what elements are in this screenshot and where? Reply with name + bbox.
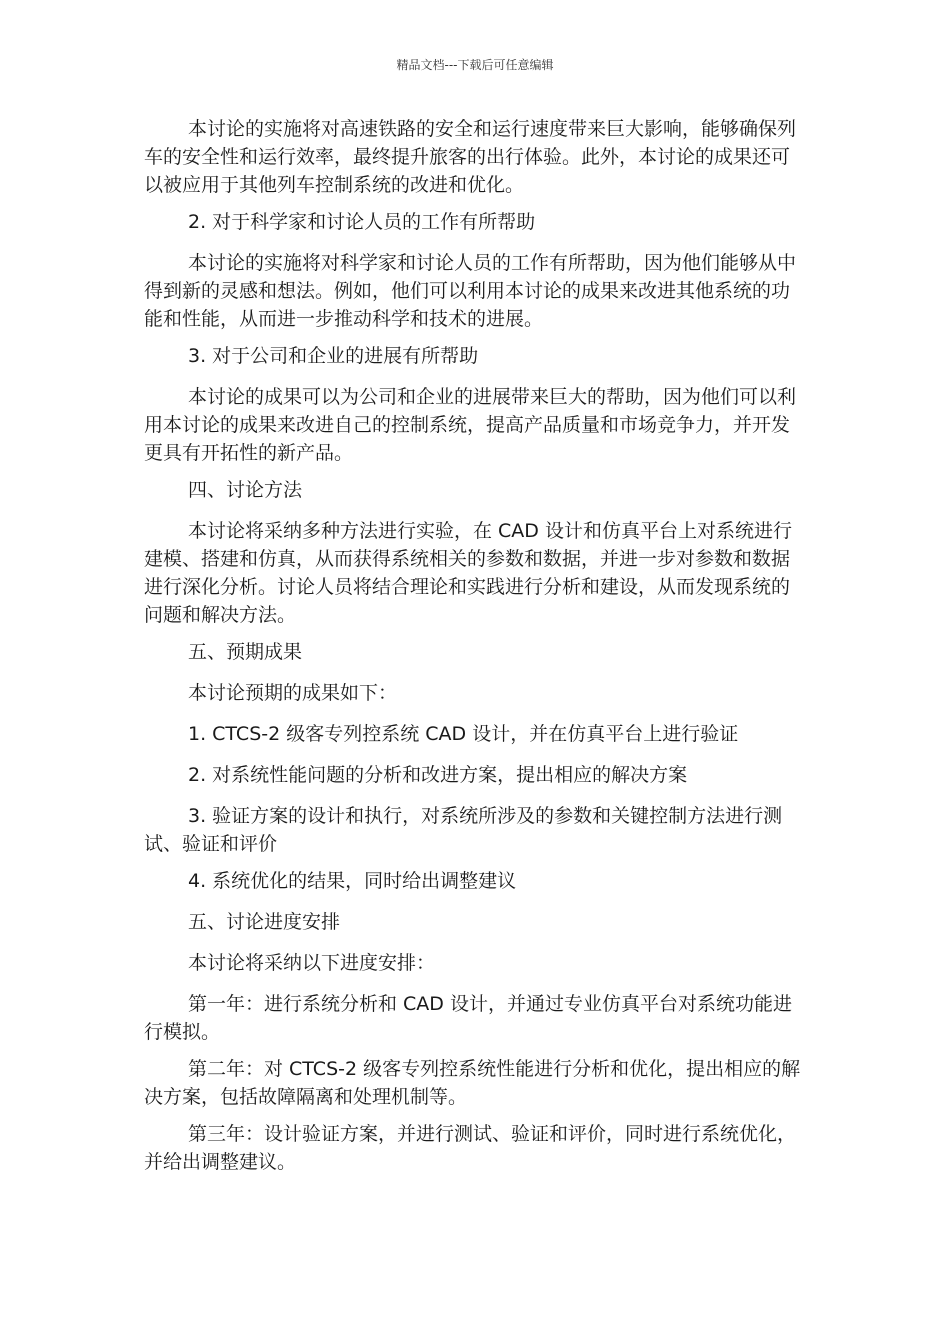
schedule-year-3: 第三年：设计验证方案，并进行测试、验证和评价，同时进行系统优化，并给出调整建议。 [144,1123,797,1173]
schedule-year-1: 第一年：进行系统分析和 CAD 设计，并通过专业仿真平台对系统功能进行模拟。 [144,993,792,1043]
page-header: 精品文档---下载后可任意编辑 [396,58,554,72]
list-item-result-3: 3. 验证方案的设计和执行，对系统所涉及的参数和关键控制方法进行测试、验证和评价 [144,805,783,855]
heading-section-4-methods: 四、讨论方法 [188,479,303,501]
schedule-year-2: 第二年：对 CTCS-2 级客专列控系统性能进行分析和优化，提出相应的解决方案，包括故障隔离和处理机制等。 [144,1058,801,1108]
heading-item-2-scientists: 2. 对于科学家和讨论人员的工作有所帮助 [188,211,536,233]
paragraph-significance-railway: 本讨论的实施将对高速铁路的安全和运行速度带来巨大影响，能够确保列车的安全性和运行效率，最终提升旅客的出行体验。此外，本讨论的成果还可以被应用于其他列车控制系统的改进和优化。 [144,118,797,196]
heading-item-3-companies: 3. 对于公司和企业的进展有所帮助 [188,345,479,367]
heading-section-5-schedule: 五、讨论进度安排 [188,911,341,933]
list-item-result-4: 4. 系统优化的结果，同时给出调整建议 [188,870,517,892]
paragraph-expected-intro: 本讨论预期的成果如下： [188,682,398,704]
paragraph-scientists-benefit: 本讨论的实施将对科学家和讨论人员的工作有所帮助，因为他们能够从中得到新的灵感和想法。例如，他们可以利用本讨论的成果来改进其他系统的功能和性能，从而进一步推动科学和技术的进展。 [144,252,797,330]
paragraph-methods: 本讨论将采纳多种方法进行实验，在 CAD 设计和仿真平台上对系统进行建模、搭建和仿真，从而获得系统相关的参数和数据，并进一步对参数和数据进行深化分析。讨论人员将结合理论和实践进行分析和建设，从而发现系统的问题和解决方法。 [144,520,792,626]
list-item-result-1: 1. CTCS-2 级客专列控系统 CAD 设计，并在仿真平台上进行验证 [188,723,739,745]
document-body [144,115,806,1185]
paragraph-schedule-intro: 本讨论将采纳以下进度安排： [188,952,436,974]
heading-section-5-expected-results: 五、预期成果 [188,641,303,663]
paragraph-companies-benefit: 本讨论的成果可以为公司和企业的进展带来巨大的帮助，因为他们可以利用本讨论的成果来改进自己的控制系统，提高产品质量和市场竞争力，并开发更具有开拓性的新产品。 [144,386,797,464]
list-item-result-2: 2. 对系统性能问题的分析和改进方案，提出相应的解决方案 [188,764,688,786]
